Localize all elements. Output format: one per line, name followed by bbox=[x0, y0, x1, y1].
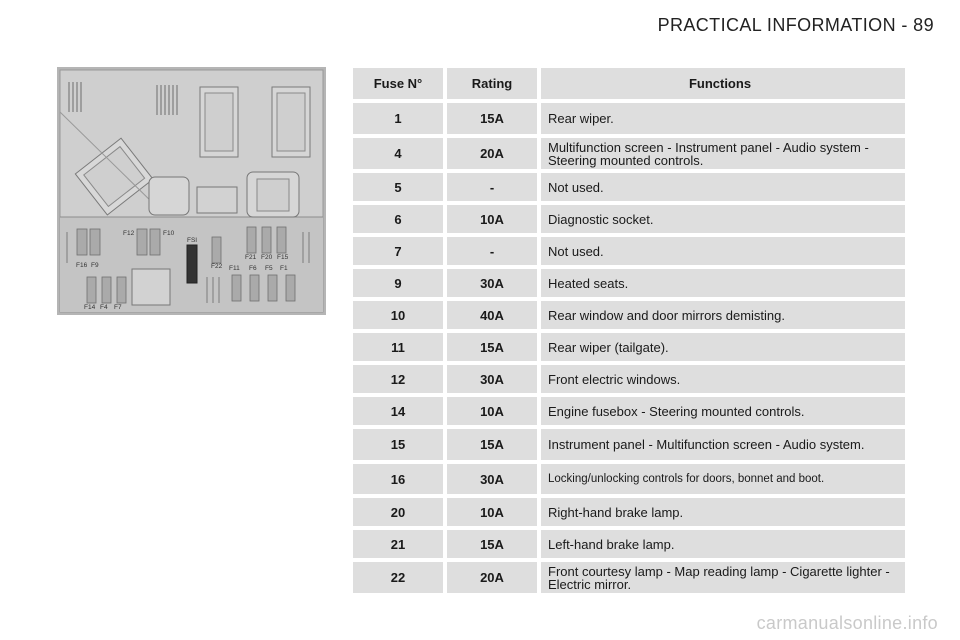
fuse-number: 14 bbox=[353, 397, 443, 425]
page-title: PRACTICAL INFORMATION - 89 bbox=[657, 15, 934, 35]
fuse-table bbox=[353, 68, 905, 597]
fuse-label-f14: F14 bbox=[84, 304, 96, 311]
fuse-function: Rear window and door mirrors demisting. bbox=[541, 301, 905, 329]
fuse-function: Left-hand brake lamp. bbox=[541, 530, 905, 558]
fuse-label-f6: F6 bbox=[249, 265, 257, 272]
watermark: carmanualsonline.info bbox=[756, 613, 938, 633]
fuse-function: Instrument panel - Multifunction screen - Audio system. bbox=[541, 429, 905, 460]
fuse-rating: - bbox=[447, 173, 537, 201]
fuse-rating: 20A bbox=[447, 138, 537, 169]
fuse-label-f4: F4 bbox=[100, 304, 108, 311]
table-header-row bbox=[353, 68, 905, 99]
fuse-function: Not used. bbox=[541, 237, 905, 265]
table-row bbox=[353, 498, 905, 526]
fuse-number: 22 bbox=[353, 562, 443, 593]
fuse-number: 16 bbox=[353, 464, 443, 494]
table-row bbox=[353, 205, 905, 233]
fuse-number: 11 bbox=[353, 333, 443, 361]
header-functions: Functions bbox=[541, 68, 905, 99]
fuse-number: 5 bbox=[353, 173, 443, 201]
fuse-number: 10 bbox=[353, 301, 443, 329]
fuse-label-f16: F16 bbox=[76, 262, 88, 269]
fuse-label-f20: F20 bbox=[261, 254, 273, 261]
fuse-number: 1 bbox=[353, 103, 443, 134]
fuse-function: Not used. bbox=[541, 173, 905, 201]
fuse-label-f1: F1 bbox=[280, 265, 288, 272]
fusebox-diagram bbox=[57, 67, 326, 315]
header-rating: Rating bbox=[447, 68, 537, 99]
fuse-number: 9 bbox=[353, 269, 443, 297]
header-fuse-number: Fuse N° bbox=[353, 68, 443, 99]
fuse-rating: 40A bbox=[447, 301, 537, 329]
fuse-function: Diagnostic socket. bbox=[541, 205, 905, 233]
fuse-function: Front courtesy lamp - Map reading lamp - Cigarette lighter - Electric mirror. bbox=[541, 562, 905, 593]
fuse-label-fsi: FSI bbox=[187, 237, 198, 244]
fuse-function: Heated seats. bbox=[541, 269, 905, 297]
table-row bbox=[353, 173, 905, 201]
table-row bbox=[353, 333, 905, 361]
fuse-label-f22: F22 bbox=[211, 263, 223, 270]
fuse-rating: 15A bbox=[447, 530, 537, 558]
fuse-number: 7 bbox=[353, 237, 443, 265]
table-row bbox=[353, 464, 905, 494]
table-row bbox=[353, 397, 905, 425]
fuse-function: Front electric windows. bbox=[541, 365, 905, 393]
fuse-function: Rear wiper. bbox=[541, 103, 905, 134]
fuse-label-f7: F7 bbox=[114, 304, 122, 311]
fuse-label-f15: F15 bbox=[277, 254, 289, 261]
fuse-number: 4 bbox=[353, 138, 443, 169]
fuse-number: 6 bbox=[353, 205, 443, 233]
fuse-rating: 15A bbox=[447, 429, 537, 460]
fuse-rating: 10A bbox=[447, 205, 537, 233]
fuse-label-f9: F9 bbox=[91, 262, 99, 269]
table-row bbox=[353, 269, 905, 297]
table-row bbox=[353, 138, 905, 169]
table-row bbox=[353, 237, 905, 265]
table-row bbox=[353, 530, 905, 558]
fuse-number: 20 bbox=[353, 498, 443, 526]
fuse-rating: 10A bbox=[447, 397, 537, 425]
fuse-rating: 15A bbox=[447, 103, 537, 134]
table-row bbox=[353, 429, 905, 460]
fuse-label-f10: F10 bbox=[163, 230, 175, 237]
fuse-rating: 20A bbox=[447, 562, 537, 593]
fuse-number: 12 bbox=[353, 365, 443, 393]
table-row bbox=[353, 562, 905, 593]
fuse-function: Locking/unlocking controls for doors, bonnet and boot. bbox=[541, 464, 905, 494]
fuse-rating: - bbox=[447, 237, 537, 265]
table-row bbox=[353, 301, 905, 329]
fuse-function: Multifunction screen - Instrument panel - Audio system - Steering mounted controls. bbox=[541, 138, 905, 169]
fuse-rating: 30A bbox=[447, 464, 537, 494]
fuse-function: Engine fusebox - Steering mounted controls. bbox=[541, 397, 905, 425]
table-row bbox=[353, 103, 905, 134]
fuse-number: 21 bbox=[353, 530, 443, 558]
fuse-function: Right-hand brake lamp. bbox=[541, 498, 905, 526]
fuse-label-f5: F5 bbox=[265, 265, 273, 272]
table-row bbox=[353, 365, 905, 393]
fuse-label-f21: F21 bbox=[245, 254, 257, 261]
fuse-rating: 30A bbox=[447, 269, 537, 297]
fuse-rating: 10A bbox=[447, 498, 537, 526]
fuse-rating: 30A bbox=[447, 365, 537, 393]
fuse-rating: 15A bbox=[447, 333, 537, 361]
fuse-number: 15 bbox=[353, 429, 443, 460]
fuse-label-f11: F11 bbox=[229, 265, 240, 272]
fuse-label-f12: F12 bbox=[123, 230, 135, 237]
fuse-function: Rear wiper (tailgate). bbox=[541, 333, 905, 361]
